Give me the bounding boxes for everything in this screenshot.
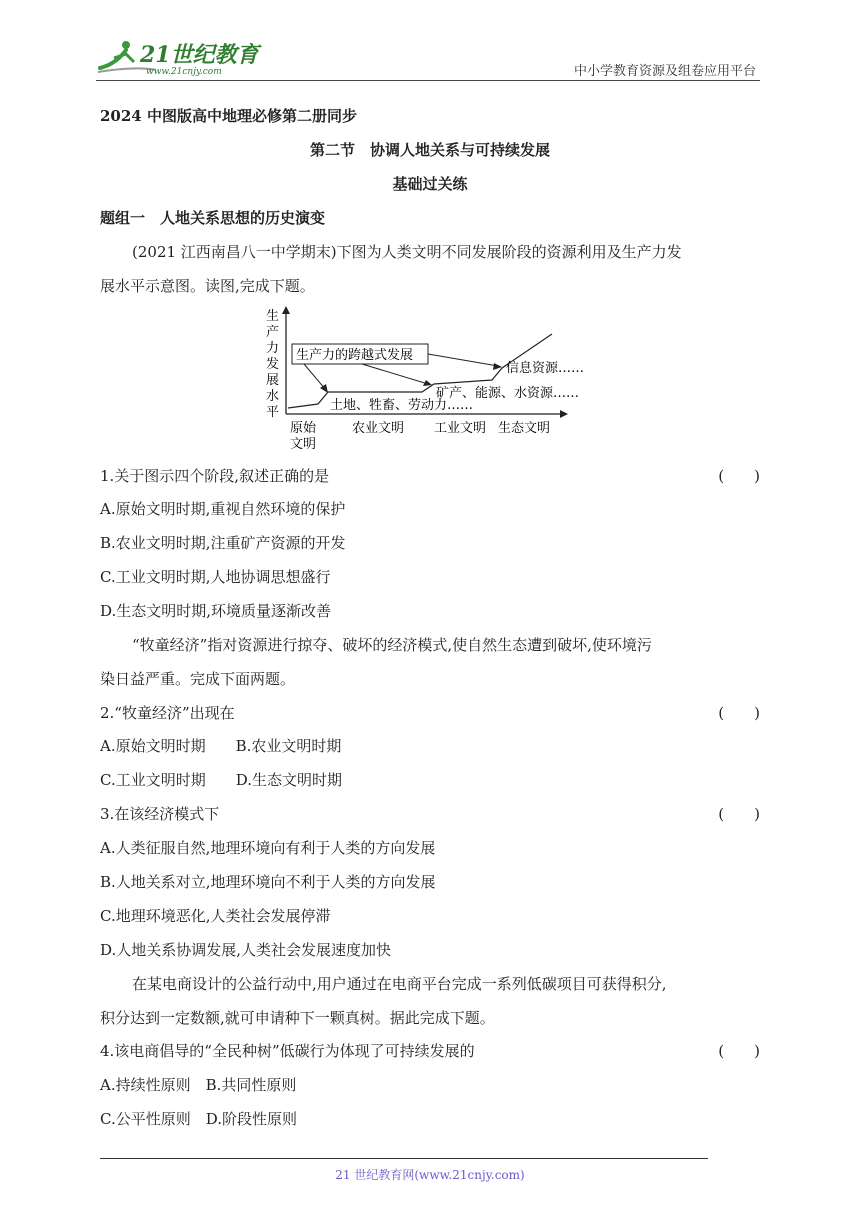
svg-text:平: 平 [266,405,280,420]
intro3-line1: 在某电商设计的公益行动中,用户通过在电商平台完成一系列低碳项目可获得积分, [132,975,667,993]
q3-answer-bracket[interactable]: ( ) [718,805,760,823]
svg-text:发: 发 [266,357,280,372]
q3-option-d[interactable]: D.人地关系协调发展,人类社会发展速度加快 [100,941,392,959]
svg-text:力: 力 [266,341,280,356]
q2-answer-bracket[interactable]: ( ) [718,704,760,722]
intro3-line2: 积分达到一定数额,就可申请种下一颗真树。据此完成下题。 [100,1009,495,1027]
civilization-diagram [262,304,585,454]
x-label-eco: 生态文明 [498,421,551,436]
q2-options-ab[interactable]: A.原始文明时期 B.农业文明时期 [100,737,342,755]
q3-option-b[interactable]: B.人地关系对立,地理环境向不利于人类的方向发展 [100,873,436,891]
section-title: 第二节 协调人地关系与可持续发展 [309,141,550,159]
x-label-indus: 工业文明 [434,421,487,436]
svg-text:水: 水 [266,389,280,404]
footer-divider [100,1158,708,1159]
q4-options-cd[interactable]: C.公平性原则 D.阶段性原则 [100,1110,297,1128]
practice-title: 基础过关练 [392,175,468,193]
svg-text:生: 生 [266,309,280,324]
y-axis-label [266,308,279,420]
x-label-primitive-1: 原始 [290,421,317,436]
group-title: 题组一 人地关系思想的历史演变 [100,209,326,227]
q4-stem: 4.该电商倡导的“全民种树”低碳行为体现了可持续发展的 [100,1042,475,1060]
q3-option-c[interactable]: C.地理环境恶化,人类社会发展停滞 [100,907,331,925]
q1-option-d[interactable]: D.生态文明时期,环境质量逐渐改善 [100,602,332,620]
svg-text:产: 产 [266,325,280,340]
resource-info-label: 信息资源…… [506,361,585,376]
leap-box-label: 生产力的跨越式发展 [296,348,414,363]
q1-option-b[interactable]: B.农业文明时期,注重矿产资源的开发 [100,534,346,552]
series-title: 2024 中图版高中地理必修第二册同步 [100,107,357,125]
intro2-line2: 染日益严重。完成下面两题。 [100,670,296,688]
q1-option-c[interactable]: C.工业文明时期,人地协调思想盛行 [100,568,331,586]
header-divider [96,80,760,81]
site-logo [96,36,259,78]
x-label-primitive-2: 文明 [290,437,317,452]
q2-stem: 2.“牧童经济”出现在 [100,704,235,722]
x-label-agri: 农业文明 [352,421,405,436]
resource-land-label: 土地、牲畜、劳动力…… [330,398,474,413]
resource-mineral-label: 矿产、能源、水资源…… [436,386,580,401]
q3-option-a[interactable]: A.人类征服自然,地理环境向有利于人类的方向发展 [100,839,436,857]
svg-text:展: 展 [266,373,280,388]
q4-answer-bracket[interactable]: ( ) [718,1042,760,1060]
intro2-line1: “牧童经济”指对资源进行掠夺、破坏的经济模式,使自然生态遭到破坏,使环境污 [132,636,652,654]
q1-answer-bracket[interactable]: ( ) [718,467,760,485]
intro1-line1: (2021 江西南昌八一中学期末)下图为人类文明不同发展阶段的资源利用及生产力发 [132,243,682,261]
platform-name: 中小学教育资源及组卷应用平台 [573,64,756,79]
q4-options-ab[interactable]: A.持续性原则 B.共同性原则 [100,1076,297,1094]
q2-options-cd[interactable]: C.工业文明时期 D.生态文明时期 [100,771,342,789]
intro1-line2: 展水平示意图。读图,完成下题。 [100,277,315,295]
q1-option-a[interactable]: A.原始文明时期,重视自然环境的保护 [100,500,346,518]
footer-text[interactable]: 21 世纪教育网(www.21cnjy.com) [335,1168,525,1182]
logo-url-text: www.21cnjy.com [146,67,222,77]
logo-main-text: 21世纪教育 [140,42,259,68]
q1-stem: 1.关于图示四个阶段,叙述正确的是 [100,467,330,485]
q3-stem: 3.在该经济模式下 [100,805,220,823]
